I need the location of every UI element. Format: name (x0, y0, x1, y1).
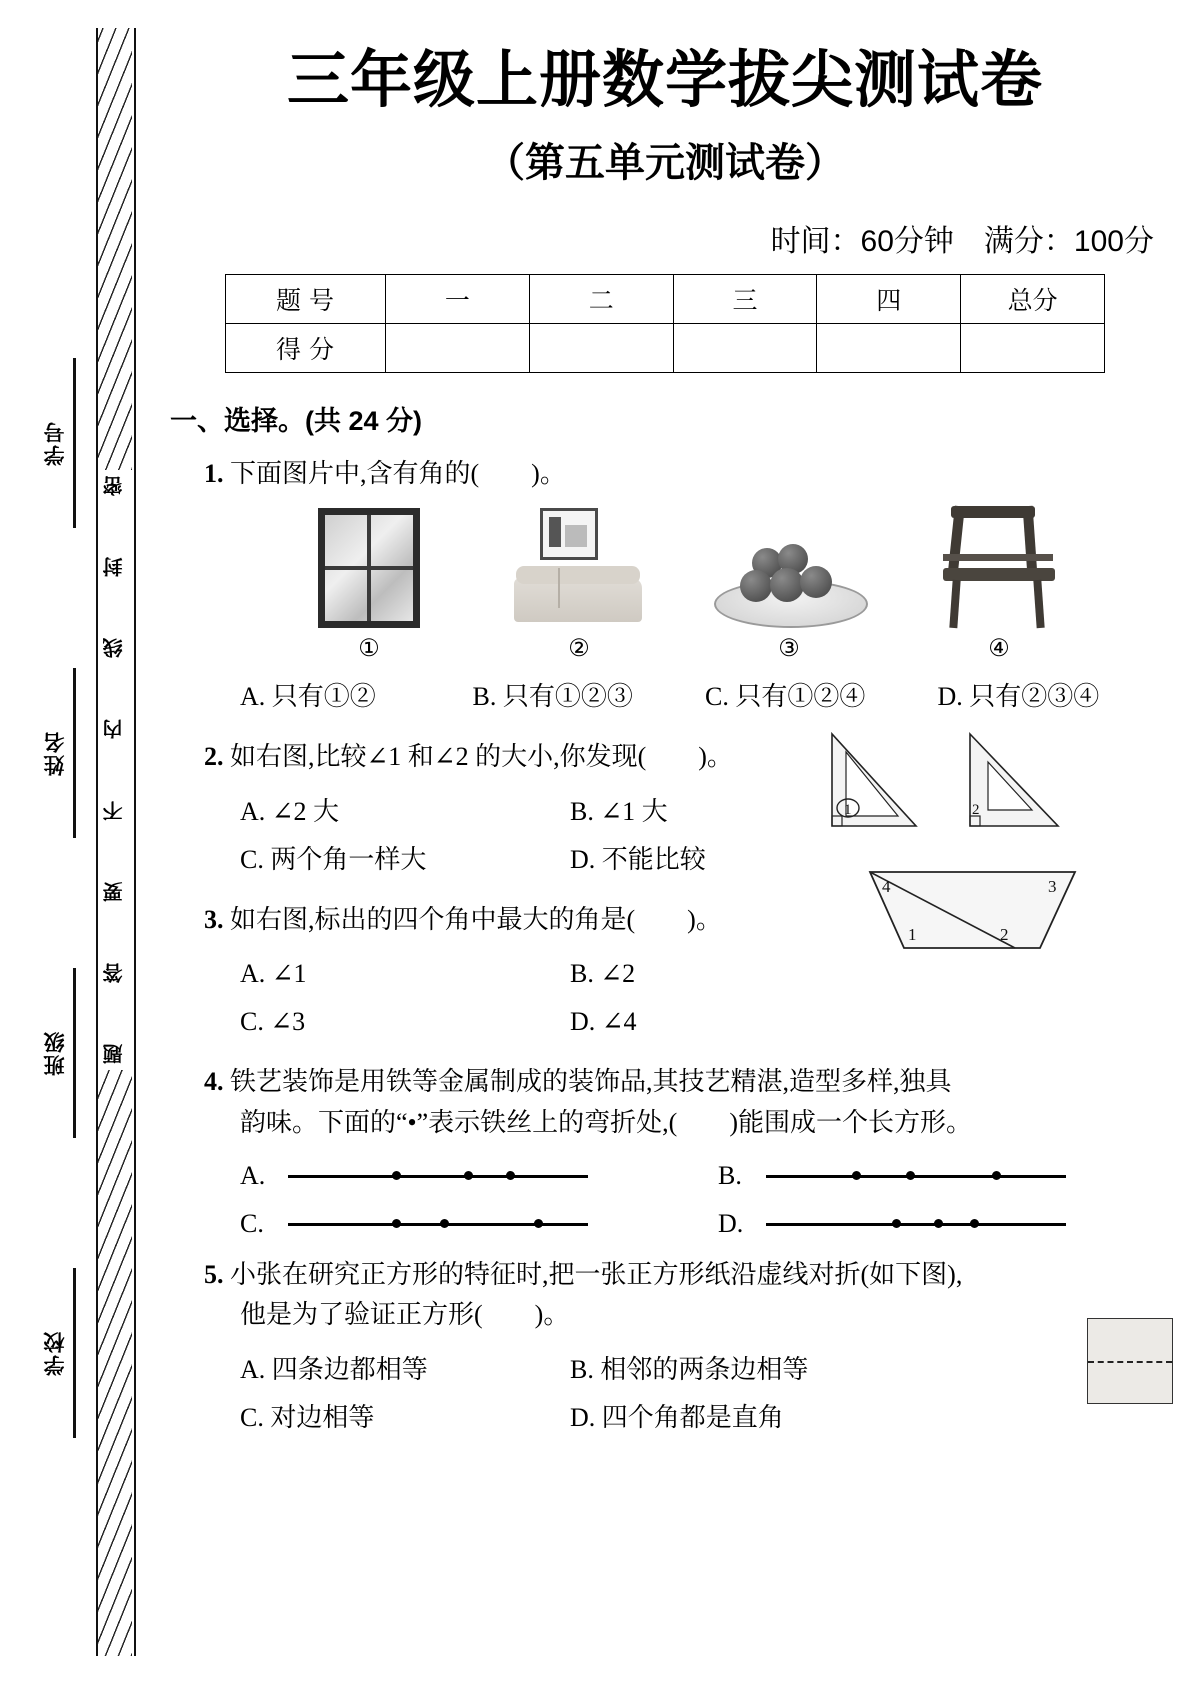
option-label: D. (718, 1209, 744, 1239)
chair-picture-icon (912, 508, 1087, 628)
table-row (226, 324, 1105, 373)
question-number: 3. (204, 904, 224, 934)
field-student-number[interactable] (20, 358, 96, 528)
page-subtitle: （第五单元测试卷） (485, 141, 845, 186)
score-table (225, 274, 1105, 373)
score-table-header-cell: 题号 (226, 275, 386, 324)
field-label: 班级 (43, 1030, 67, 1076)
fold-dashed-line (1088, 1361, 1172, 1363)
field-label: 姓名 (43, 730, 67, 776)
wire-diagram-b (766, 1169, 1066, 1183)
picture-caption: ③ (778, 636, 800, 663)
option-a[interactable]: A. ∠2 大 (240, 796, 340, 826)
score-table-header-cell: 总分 (961, 275, 1105, 324)
field-label: 学号 (43, 420, 67, 466)
page-title: 三年级上册数学拔尖测试卷 (286, 46, 1043, 115)
option-b[interactable]: B. 相邻的两条边相等 (570, 1354, 809, 1384)
chair-art (939, 506, 1059, 628)
question-body: 如右图,标出的四个角中最大的角是( )。 (230, 904, 722, 934)
question-number: 5. (204, 1260, 224, 1290)
svg-text:2: 2 (1000, 925, 1009, 944)
seal-line-text (98, 470, 132, 1070)
table-row (226, 275, 1105, 324)
picture-item (492, 508, 667, 663)
option-b[interactable]: B. ∠2 (570, 959, 636, 989)
sofa-art (514, 508, 644, 628)
wire-diagram-a (288, 1169, 588, 1183)
score-table-header-cell: 四 (817, 275, 961, 324)
picture-item (702, 508, 877, 663)
question-number: 1. (204, 459, 224, 489)
svg-text:1: 1 (908, 925, 917, 944)
picture-caption: ④ (988, 636, 1010, 663)
score-cell[interactable] (673, 324, 817, 373)
score-table-header-cell: 一 (386, 275, 530, 324)
option-label: A. (240, 1161, 266, 1191)
score-cell[interactable] (529, 324, 673, 373)
question-1 (204, 454, 1170, 721)
question-body: 如右图,比较∠1 和∠2 的大小,你发现( )。 (230, 742, 733, 772)
question-body-line-1: 小张在研究正方形的特征时,把一张正方形纸沿虚线对折(如下图), (230, 1260, 963, 1290)
window-art (318, 508, 420, 628)
paper-content (160, 0, 1170, 1684)
question-text (204, 1062, 1170, 1102)
option-c[interactable]: C. 两个角一样大 (240, 844, 427, 874)
picture-item (912, 508, 1087, 663)
seal-char-7: 题 (104, 1043, 126, 1064)
option-b[interactable]: B. 只有①②③ (472, 682, 633, 712)
question-5 (204, 1255, 1170, 1442)
question-body-line-2: 韵味。下面的“•”表示铁丝上的弯折处,( )能围成一个长方形。 (240, 1107, 972, 1137)
option-d[interactable]: D. 只有②③④ (937, 682, 1100, 712)
option-a[interactable]: A. 只有①② (240, 682, 376, 712)
question-4 (204, 1062, 1170, 1239)
seal-char-5: 要 (104, 881, 126, 902)
fruit-plate-picture-icon (702, 508, 877, 628)
margin-rule-right (134, 28, 136, 1656)
seal-char-3: 内 (104, 719, 126, 740)
question-body-line-2: 他是为了验证正方形( )。 (240, 1300, 570, 1330)
option-b[interactable]: B. ∠1 大 (570, 796, 668, 826)
time-and-score-line: 时间：60分钟 满分：100分 (770, 225, 1154, 259)
field-name[interactable] (20, 668, 96, 838)
score-table-row-label: 得分 (226, 324, 386, 373)
score-table-header-cell: 三 (673, 275, 817, 324)
option-d[interactable]: D. ∠4 (570, 1007, 637, 1037)
picture-caption: ② (568, 636, 590, 663)
write-rule (73, 358, 76, 528)
svg-text:3: 3 (1048, 877, 1057, 896)
picture-item (282, 508, 457, 663)
question-text (204, 454, 1170, 494)
svg-text:1: 1 (844, 802, 852, 818)
option-label: C. (240, 1209, 264, 1239)
left-margin (0, 0, 150, 1684)
wire-diagram-c (288, 1217, 588, 1231)
svg-text:4: 4 (882, 877, 891, 896)
score-cell[interactable] (961, 324, 1105, 373)
wall-picture-art (540, 508, 598, 560)
field-class[interactable] (20, 968, 96, 1138)
option-c[interactable]: C. ∠3 (240, 1007, 306, 1037)
question-number: 4. (204, 1067, 224, 1097)
option-c-row[interactable] (240, 1209, 1170, 1239)
write-rule (73, 1268, 76, 1438)
question-body: 下面图片中,含有角的( )。 (230, 459, 566, 489)
wire-diagram-d (766, 1217, 1066, 1231)
section-heading: 一、选择。(共 24 分) (170, 406, 423, 437)
score-cell[interactable] (386, 324, 530, 373)
option-a[interactable]: A. ∠1 (240, 959, 307, 989)
seal-char-2: 线 (104, 638, 126, 659)
write-rule (73, 968, 76, 1138)
write-rule (73, 668, 76, 838)
picture-caption: ① (358, 636, 380, 663)
option-a[interactable] (240, 1161, 1170, 1191)
window-picture-icon (282, 508, 457, 628)
option-label: B. (718, 1161, 742, 1191)
couch-art (514, 578, 642, 622)
svg-text:2: 2 (972, 802, 980, 818)
field-label: 学校 (43, 1330, 67, 1376)
seal-char-1: 封 (104, 557, 126, 578)
field-school[interactable] (20, 1268, 96, 1438)
question-1-options (240, 673, 1170, 721)
question-text (204, 1255, 1170, 1295)
option-c[interactable]: C. 对边相等 (240, 1402, 375, 1432)
option-d[interactable]: D. 不能比较 (570, 844, 706, 874)
seal-char-0: 密 (104, 476, 126, 496)
option-c[interactable]: C. 只有①②④ (705, 682, 866, 712)
seal-char-4: 不 (104, 800, 126, 821)
option-d[interactable]: D. 四个角都是直角 (570, 1402, 784, 1432)
plate-art (714, 542, 864, 628)
question-5-folded-square-figure (1087, 1318, 1173, 1404)
option-a[interactable]: A. 四条边都相等 (240, 1354, 428, 1384)
question-3-figure (860, 862, 1090, 982)
sofa-picture-icon (492, 508, 667, 628)
score-table-header-cell: 二 (529, 275, 673, 324)
student-id-fields (20, 28, 96, 1656)
score-cell[interactable] (817, 324, 961, 373)
seal-char-6: 答 (104, 962, 126, 983)
question-5-options (240, 1346, 1170, 1442)
question-4-options (240, 1161, 1170, 1239)
question-body-line-1: 铁艺装饰是用铁等金属制成的装饰品,其技艺精湛,造型多样,独具 (230, 1067, 952, 1097)
question-number: 2. (204, 742, 224, 772)
question-2-figure (820, 722, 1080, 842)
question-1-pictures (264, 508, 1104, 663)
